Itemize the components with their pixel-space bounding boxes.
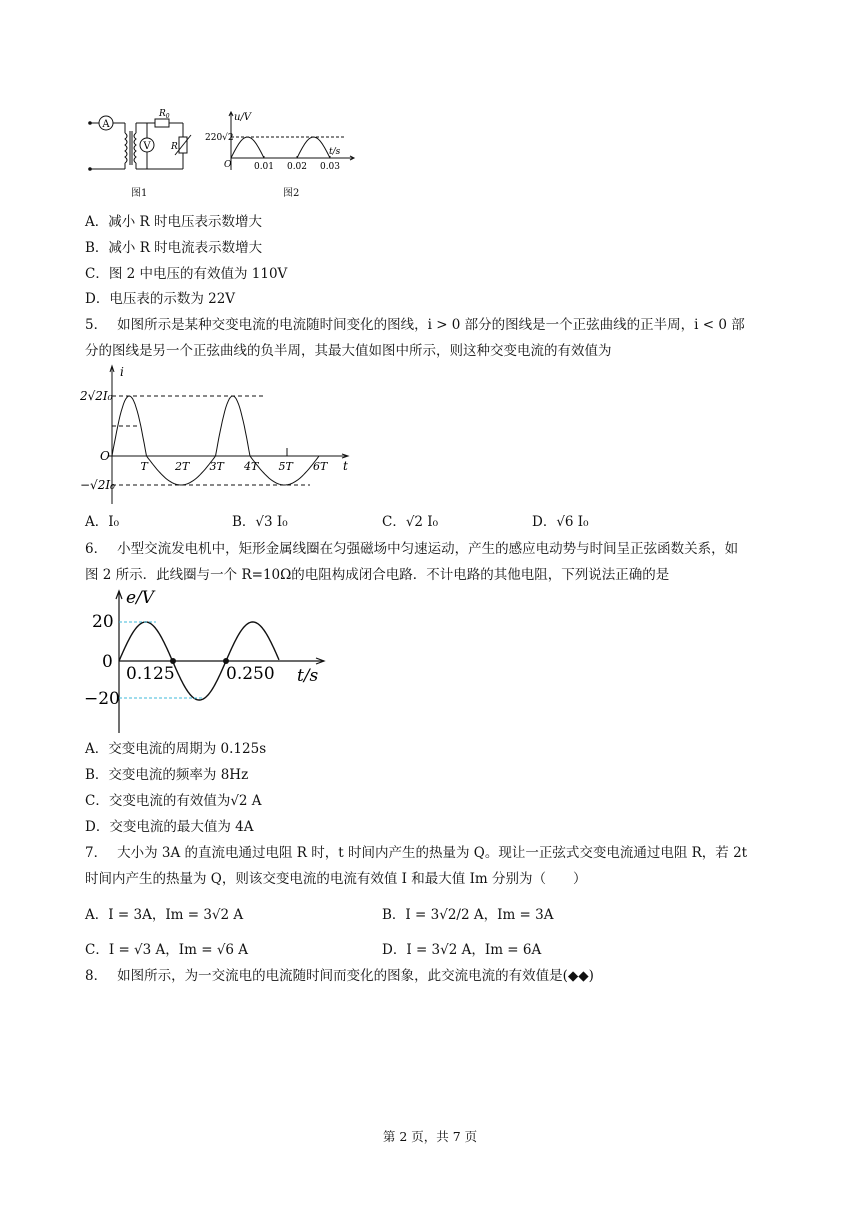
q7-text-1: 大小为 3A 的直流电通过电阻 R 时，t 时间内产生的热量为 Q。现让一正弦式交变电流通过电阻 R，若 2t: [117, 845, 748, 861]
fig2-caption: 图2: [283, 188, 300, 199]
q4-option-a: A．减小 R 时电压表示数增大: [85, 214, 262, 230]
q5-xtick: 6T: [313, 460, 328, 473]
fig2-xlabel: t/s: [329, 147, 341, 157]
q4-figure-2: [204, 110, 359, 175]
fig2-origin: O: [224, 160, 232, 170]
q6-stem-line2: 图 2 所示．此线圈与一个 R=10Ω的电阻构成闭合电路．不计电路的其他电阻，下列说法正确的是: [85, 567, 670, 583]
ammeter-label: A: [102, 119, 110, 130]
q6-ytick: 0: [102, 652, 113, 672]
q5-number: 5．: [85, 317, 108, 333]
q6-text-1: 小型交流发电机中，矩形金属线圈在匀强磁场中匀速运动，产生的感应电动势与时间呈正弦函数关系，如: [117, 541, 739, 557]
q8-stem-line1: [85, 967, 594, 985]
q6-ylabel: e/V: [126, 588, 155, 608]
q5-stem-line2: 分的图线是另一个正弦曲线的负半周，其最大值如图中所示，则这种交变电流的有效值为: [85, 343, 612, 359]
fig2-yvalue: 220√2: [205, 133, 234, 143]
q7-stem-line1: [85, 844, 747, 862]
q5-xtick: 2T: [175, 460, 190, 473]
q7-option-b: B．I = 3√2/2 A，Im = 3A: [382, 907, 554, 923]
q6-number: 6．: [85, 541, 108, 557]
q5-xlabel: t: [343, 459, 348, 473]
q6-xlabel: t/s: [297, 666, 319, 686]
q6-option-b: B．交变电流的频率为 8Hz: [85, 767, 249, 783]
q6-stem-line1: [85, 540, 738, 558]
r-label: R: [171, 142, 178, 152]
q7-stem-line2: 时间内产生的热量为 Q，则该交变电流的电流有效值 I 和最大值 Im 分别为（ ）: [85, 871, 587, 887]
q5-ymin-label: −√2I₀: [80, 478, 115, 492]
q5-option-a: A．I₀: [85, 514, 119, 530]
q5-stem-line1: [85, 316, 745, 334]
q4-option-c: C．图 2 中电压的有效值为 110V: [85, 266, 288, 282]
q6-ytick: −20: [84, 689, 120, 709]
q7-option-c: C．I = √3 A，Im = √6 A: [85, 942, 249, 958]
q5-xtick: 5T: [278, 460, 293, 473]
q5-xtick: 3T: [209, 460, 224, 473]
q5-xtick: 4T: [244, 460, 259, 473]
q5-ymax-label: 2√2I₀: [80, 389, 113, 403]
fig2-tick: 0.01: [253, 162, 275, 172]
q6-emf-chart: [84, 587, 334, 735]
q5-current-chart: [80, 364, 360, 509]
q7-number: 7．: [85, 845, 108, 861]
q8-text-1: 如图所示，为一交流电的电流随时间而变化的图象，此交流电流的有效值是(◆◆): [117, 968, 594, 984]
q6-option-d: D．交变电流的最大值为 4A: [85, 819, 254, 835]
q5-origin: O: [100, 449, 110, 463]
q4-option-b: B．减小 R 时电流表示数增大: [85, 240, 263, 256]
q6-option-a: A．交变电流的周期为 0.125s: [85, 741, 267, 757]
q6-xtick: 0.125: [126, 664, 175, 684]
voltmeter-label: V: [143, 141, 151, 152]
fig1-caption: 图1: [131, 188, 148, 199]
r0-label: $R_0$: [159, 109, 170, 120]
fig2-tick: 0.02: [286, 162, 308, 172]
q4-option-d: D．电压表的示数为 22V: [85, 291, 236, 307]
q8-number: 8．: [85, 968, 108, 984]
q6-option-c: C．交变电流的有效值为√2 A: [85, 793, 262, 809]
fig2-ylabel: u/V: [234, 112, 252, 123]
q6-xtick: 0.250: [226, 664, 275, 684]
q5-option-d: D．√6 I₀: [532, 514, 589, 530]
page-footer: 第 2 页，共 7 页: [382, 1129, 478, 1144]
q5-text-1: 如图所示是某种交变电流的电流随时间变化的图线，i > 0 部分的图线是一个正弦曲线的正半周，i < 0 部: [117, 317, 745, 333]
q5-option-b: B．√3 I₀: [232, 514, 288, 530]
q4-figure-1: [85, 105, 200, 185]
q6-ytick: 20: [92, 612, 114, 632]
q5-option-c: C．√2 I₀: [382, 514, 439, 530]
q7-option-d: D．I = 3√2 A，Im = 6A: [382, 942, 542, 958]
q5-xtick: T: [140, 460, 148, 473]
q5-ylabel: i: [120, 365, 124, 379]
fig2-tick: 0.03: [319, 162, 341, 172]
q7-option-a: A．I = 3A，Im = 3√2 A: [85, 907, 244, 923]
